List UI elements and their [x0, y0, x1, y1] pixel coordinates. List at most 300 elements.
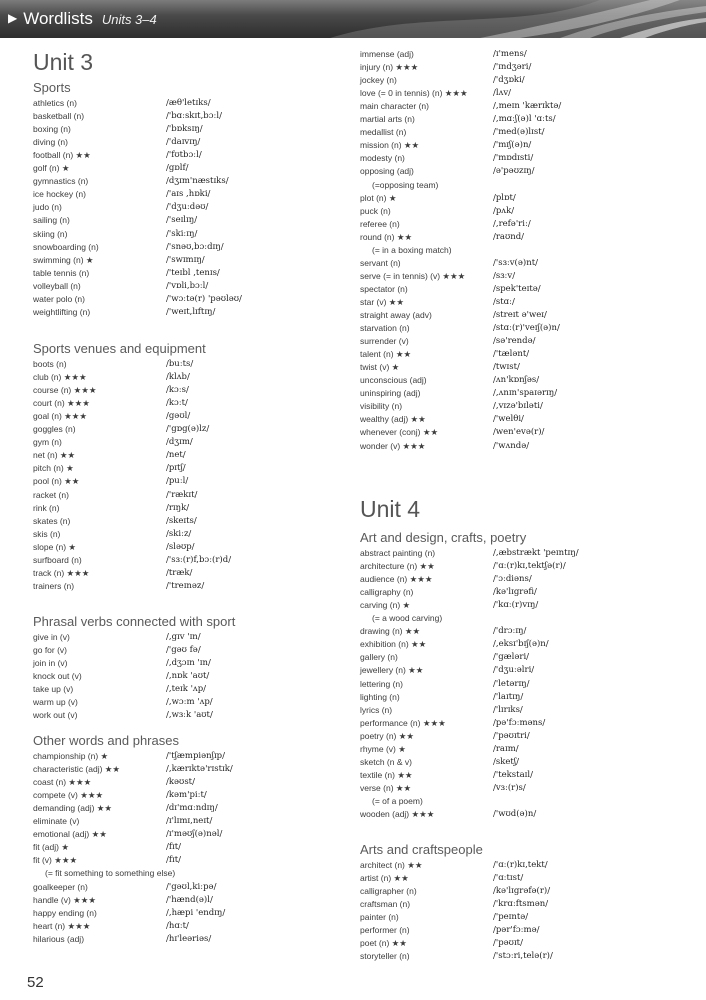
wordlist-entry	[360, 61, 690, 74]
entry-word: coast (n) ★★★	[33, 777, 92, 788]
entry-pronunciation: /fɪt/	[166, 855, 182, 866]
entry-word: work out (v)	[33, 710, 78, 721]
wordlist-entry	[33, 214, 363, 227]
entry-word: starvation (n)	[360, 323, 410, 334]
wordlist-entry	[33, 162, 363, 175]
entry-pronunciation: /'bɑːskɪt,bɔːl/	[166, 111, 222, 122]
entry-pronunciation: /puːl/	[166, 476, 189, 487]
entry-word: happy ending (n)	[33, 907, 97, 918]
entry-pronunciation: /sɜːv/	[493, 270, 516, 281]
wordlist-entry	[360, 309, 690, 322]
wordlist-entry	[33, 110, 363, 123]
wordlist-entry	[360, 808, 690, 821]
wordlist-entry	[33, 580, 363, 593]
entry-pronunciation: /stɑː(r)'veɪʃ(ə)n/	[493, 323, 560, 334]
wordlist-entry	[360, 296, 690, 309]
wordlist-entry	[33, 136, 363, 149]
section-title: Phrasal verbs connected with sport	[33, 614, 236, 629]
wordlist-entry	[360, 937, 690, 950]
entry-pronunciation: /'med(ə)lɪst/	[493, 127, 545, 138]
entry-pronunciation: /gəʊl/	[166, 411, 191, 422]
entry-word: architect (n) ★★	[360, 860, 423, 870]
wordlist-note	[360, 244, 690, 257]
entry-word: serve (= in tennis) (v) ★★★	[360, 270, 466, 281]
entry-word: love (= 0 in tennis) (n) ★★★	[360, 88, 468, 99]
entry-pronunciation: /,refə'riː/	[493, 218, 531, 229]
entry-pronunciation: /net/	[166, 450, 186, 461]
wordlist-entry	[33, 228, 363, 241]
wordlist-entry	[33, 894, 363, 907]
entry-word: jewellery (n) ★★	[360, 665, 424, 676]
entry-word: straight away (adv)	[360, 310, 432, 320]
entry-word: sketch (n & v)	[360, 756, 412, 767]
wordlist-entry	[360, 769, 690, 782]
entry-word: drawing (n) ★★	[360, 626, 421, 637]
entry-pronunciation: /ə'pəʊzɪŋ/	[493, 166, 535, 177]
entry-word: table tennis (n)	[33, 267, 90, 278]
entry-pronunciation: /'rækɪt/	[166, 489, 198, 500]
entry-word: puck (n)	[360, 205, 391, 216]
entry-word: calligraphy (n)	[360, 587, 414, 598]
unit-3-title: Unit 3	[33, 49, 94, 75]
entry-word: trainers (n)	[33, 580, 75, 591]
entry-pronunciation: /,dʒɔɪn 'ɪn/	[166, 658, 211, 669]
entry-word: swimming (n) ★	[33, 254, 94, 265]
entry-word: poetry (n) ★★	[360, 730, 414, 741]
entry-pronunciation: /,wɜːk 'aʊt/	[166, 710, 213, 721]
wordlist-entry	[33, 97, 363, 110]
entry-word: snowboarding (n)	[33, 241, 99, 252]
wordlist-entry	[33, 920, 363, 933]
entry-pronunciation: /streɪt ə'weɪ/	[493, 310, 547, 320]
entry-pronunciation: /'wʊd(ə)n/	[493, 809, 537, 819]
entry-word: gym (n)	[33, 437, 62, 448]
entry-word: talent (n) ★★	[360, 349, 412, 360]
wordlist-entry	[360, 678, 690, 691]
wordlist-entry	[360, 413, 690, 426]
entry-word: audience (n) ★★★	[360, 574, 433, 585]
wordlist-entry	[360, 756, 690, 769]
entry-word: eliminate (v)	[33, 816, 80, 827]
entry-pronunciation: /pʌk/	[493, 205, 515, 216]
wordlist-entry	[33, 776, 363, 789]
section-title: Sports venues and equipment	[33, 341, 206, 356]
wordlist-entry	[360, 599, 690, 612]
entry-word: emotional (adj) ★★	[33, 829, 107, 840]
wordlist-entry	[360, 218, 690, 231]
wordlist-entry	[33, 802, 363, 815]
wordlist-entry	[33, 631, 363, 644]
entry-pronunciation: /ɪ'lɪmɪ,neɪt/	[166, 816, 213, 827]
wordlist-entry	[33, 462, 363, 475]
entry-pronunciation: /'welθi/	[493, 414, 524, 425]
entry-word: (=opposing team)	[372, 179, 439, 190]
entry-word: compete (v) ★★★	[33, 790, 104, 801]
entry-word: (= fit something to something else)	[45, 868, 176, 879]
entry-pronunciation: /fɪt/	[166, 842, 182, 853]
banner-title-group	[8, 9, 157, 29]
entry-word: twist (v) ★	[360, 362, 400, 373]
wordlist-entry	[360, 257, 690, 270]
entry-word: fit (adj) ★	[33, 842, 69, 853]
entry-word: whenever (conj) ★★	[360, 427, 439, 438]
entry-pronunciation: /hɑːt/	[166, 920, 189, 931]
entry-pronunciation: /kəʊst/	[166, 777, 195, 788]
entry-pronunciation: /'mɒdɪsti/	[493, 153, 534, 164]
entry-pronunciation: /rɪŋk/	[166, 502, 190, 513]
page-banner	[0, 0, 706, 38]
entry-word: sailing (n)	[33, 215, 70, 226]
wordlist-entry	[33, 789, 363, 802]
entry-pronunciation: /træk/	[166, 567, 193, 578]
wordlist-entry	[33, 750, 363, 763]
entry-pronunciation: /'tʃæmpiənʃɪp/	[166, 751, 225, 761]
entry-word: round (n) ★★	[360, 231, 413, 242]
wordlist-entry	[33, 815, 363, 828]
unit-4-title: Unit 4	[360, 496, 421, 522]
entry-pronunciation: /'stɔːri,telə(r)/	[493, 951, 553, 962]
wordlist-entry	[33, 907, 363, 920]
banner-subtitle: Units 3–4	[101, 12, 157, 27]
entry-pronunciation: /gɒlf/	[166, 163, 189, 174]
entry-word: wooden (adj) ★★★	[360, 809, 435, 819]
wordlist-entry	[33, 933, 363, 946]
entry-word: jockey (n)	[360, 75, 397, 86]
entry-word: football (n) ★★	[33, 150, 91, 161]
entry-pronunciation: /'ɑː(r)kɪ,tektʃə(r)/	[493, 561, 566, 572]
entry-word: weightlifting (n)	[33, 306, 91, 317]
entry-word: plot (n) ★	[360, 192, 397, 203]
entry-word: wonder (v) ★★★	[360, 440, 426, 451]
entry-word: rhyme (v) ★	[360, 743, 406, 754]
entry-pronunciation: /'drɔːɪŋ/	[493, 626, 527, 637]
entry-word: performance (n) ★★★	[360, 717, 446, 728]
wordlist-entry	[360, 165, 690, 178]
entry-word: gallery (n)	[360, 652, 398, 663]
section-title: Sports	[33, 80, 71, 95]
entry-pronunciation: /twɪst/	[493, 362, 520, 373]
wordlist-entry	[33, 881, 363, 894]
entry-word: opposing (adj)	[360, 166, 414, 177]
entry-pronunciation: /ɪ'məʊʃ(ə)nəl/	[166, 829, 223, 840]
entry-pronunciation: /'gɒg(ə)lz/	[166, 424, 210, 435]
wordlist-entry	[360, 782, 690, 795]
entry-word: (= of a poem)	[372, 795, 423, 806]
wordlist-entry	[360, 87, 690, 100]
entry-word: warm up (v)	[33, 697, 78, 708]
entry-pronunciation: /'sɜː(r)f,bɔː(r)d/	[166, 554, 232, 565]
entry-word: pool (n) ★★	[33, 476, 80, 487]
page-number: 52	[27, 974, 44, 991]
entry-pronunciation: /kɔːt/	[166, 398, 188, 409]
wordlist-entry	[360, 361, 690, 374]
entry-pronunciation: /,æbstrækt 'peɪntɪŋ/	[493, 548, 579, 558]
entry-word: servant (n)	[360, 257, 401, 268]
wordlist-entry	[33, 763, 363, 776]
wordlist-entry	[360, 348, 690, 361]
entry-word: martial arts (n)	[360, 114, 415, 125]
wordlist-entry	[360, 426, 690, 439]
entry-pronunciation: /'vɒli,bɔːl/	[166, 280, 209, 291]
entry-pronunciation: /'weɪt,lɪftɪŋ/	[166, 306, 216, 317]
entry-pronunciation: /'ɔːdiəns/	[493, 574, 532, 585]
entry-word: star (v) ★★	[360, 296, 405, 307]
entry-pronunciation: /stɑː/	[493, 296, 515, 307]
entry-pronunciation: /lʌv/	[493, 88, 512, 99]
entry-word: referee (n)	[360, 218, 400, 229]
wordlist-note	[360, 179, 690, 192]
entry-pronunciation: /dɪ'mɑːndɪŋ/	[166, 803, 218, 814]
entry-word: storyteller (n)	[360, 951, 410, 962]
wordlist-entry	[360, 704, 690, 717]
entry-pronunciation: /'ɪndʒəri/	[493, 62, 532, 73]
entry-word: artist (n) ★★	[360, 873, 409, 884]
wordlist-entry	[33, 502, 363, 515]
entry-word: rink (n)	[33, 502, 60, 513]
entry-pronunciation: /,kærɪktə'rɪstɪk/	[166, 764, 233, 775]
entry-pronunciation: /,mɑːʃ(ə)l 'ɑːts/	[493, 114, 556, 125]
entry-pronunciation: /hɪ'leəriəs/	[166, 933, 212, 944]
entry-word: knock out (v)	[33, 671, 82, 682]
entry-word: lyrics (n)	[360, 704, 393, 715]
section-title: Art and design, crafts, poetry	[360, 530, 527, 545]
section-title: Other words and phrases	[33, 733, 179, 748]
entry-word: skiing (n)	[33, 228, 68, 239]
entry-word: goal (n) ★★★	[33, 411, 88, 422]
entry-word: (= in a boxing match)	[372, 244, 452, 255]
entry-word: track (n) ★★★	[33, 567, 90, 578]
entry-word: give in (v)	[33, 632, 70, 642]
entry-word: championship (n) ★	[33, 751, 109, 761]
entry-pronunciation: /'bɒksɪŋ/	[166, 124, 203, 135]
entry-pronunciation: /raʊnd/	[493, 231, 525, 242]
entry-pronunciation: /,teɪk 'ʌp/	[166, 684, 207, 695]
entry-pronunciation: /'sɜːv(ə)nt/	[493, 257, 538, 268]
entry-pronunciation: /'krɑːftsmən/	[493, 899, 549, 910]
wordlist-entry	[360, 400, 690, 413]
wordlist-entry	[360, 573, 690, 586]
wordlist-entry	[33, 644, 363, 657]
entry-pronunciation: /sləʊp/	[166, 541, 195, 552]
entry-word: golf (n) ★	[33, 163, 70, 174]
wordlist-entry	[360, 205, 690, 218]
entry-pronunciation: /'kɑː(r)vɪŋ/	[493, 600, 539, 611]
entry-word: water polo (n)	[33, 293, 85, 304]
wordlist-entry	[360, 387, 690, 400]
wordlist-entry	[360, 743, 690, 756]
wordlist-entry	[360, 859, 690, 872]
wordlist-entry	[33, 709, 363, 722]
entry-word: (= a wood carving)	[372, 613, 443, 624]
wordlist-entry	[360, 231, 690, 244]
wordlist-entry	[33, 449, 363, 462]
entry-word: lettering (n)	[360, 678, 403, 689]
wordlist-entry	[360, 547, 690, 560]
entry-pronunciation: /'aɪs ,hɒki/	[166, 189, 211, 200]
wordlist-entry	[360, 691, 690, 704]
wordlist-entry	[33, 515, 363, 528]
entry-pronunciation: /'dʒɒki/	[493, 75, 525, 86]
entry-pronunciation: /,gɪv 'ɪn/	[166, 632, 201, 642]
entry-pronunciation: /dʒɪm/	[166, 437, 193, 448]
wordlist-note	[33, 867, 363, 880]
entry-word: skates (n)	[33, 515, 71, 526]
entry-pronunciation: /'letərɪŋ/	[493, 678, 530, 689]
entry-pronunciation: /kə'lɪgrəfi/	[493, 587, 537, 598]
wordlist-entry	[33, 293, 363, 306]
wordlist-entry	[33, 306, 363, 319]
entry-pronunciation: /'gæləri/	[493, 652, 530, 663]
entry-pronunciation: /sə'rendə/	[493, 336, 536, 347]
entry-pronunciation: /'daɪvɪŋ/	[166, 137, 201, 148]
entry-word: verse (n) ★★	[360, 782, 412, 793]
wordlist-entry	[33, 696, 363, 709]
entry-word: exhibition (n) ★★	[360, 639, 427, 650]
entry-pronunciation: /'wɔːtə(r) 'pəʊləʊ/	[166, 293, 242, 304]
entry-word: hilarious (adj)	[33, 933, 85, 944]
entry-pronunciation: /kɔːs/	[166, 385, 189, 396]
wordlist-entry	[360, 638, 690, 651]
entry-pronunciation: /'teɪbl ,tenɪs/	[166, 267, 220, 278]
entry-pronunciation: /pər'fɔːmə/	[493, 925, 540, 936]
wordlist-entry	[33, 554, 363, 567]
entry-word: uninspiring (adj)	[360, 388, 421, 399]
entry-word: characteristic (adj) ★★	[33, 764, 121, 775]
entry-pronunciation: /'pəʊɪtri/	[493, 730, 530, 741]
wordlist-entry	[33, 371, 363, 384]
entry-word: injury (n) ★★★	[360, 62, 419, 73]
wordlist-entry	[33, 188, 363, 201]
wordlist-entry	[360, 270, 690, 283]
entry-word: carving (n) ★	[360, 600, 411, 611]
entry-pronunciation: /'fʊtbɔːl/	[166, 150, 202, 161]
entry-pronunciation: /plɒt/	[493, 192, 516, 203]
entry-word: painter (n)	[360, 912, 399, 923]
entry-pronunciation: /raɪm/	[493, 743, 519, 754]
wordlist-entry	[360, 924, 690, 937]
entry-pronunciation: /'dʒuːəlri/	[493, 665, 535, 676]
entry-word: modesty (n)	[360, 153, 405, 164]
entry-word: join in (v)	[33, 658, 68, 669]
entry-word: boxing (n)	[33, 124, 71, 135]
entry-word: ice hockey (n)	[33, 189, 86, 200]
entry-pronunciation: /kə'lɪgrəfə(r)/	[493, 886, 551, 897]
entry-pronunciation: /ɪ'mens/	[493, 49, 527, 59]
entry-word: demanding (adj) ★★	[33, 803, 113, 814]
entry-word: net (n) ★★	[33, 450, 76, 461]
wordlist-entry	[360, 885, 690, 898]
wordlist-entry	[33, 384, 363, 397]
entry-pronunciation: /'skiːɪŋ/	[166, 228, 198, 239]
entry-pronunciation: /'snəʊ,bɔːdɪŋ/	[166, 241, 224, 252]
wordlist-entry	[360, 560, 690, 573]
entry-word: calligrapher (n)	[360, 886, 417, 897]
entry-word: lighting (n)	[360, 691, 400, 702]
wordlist-entry	[33, 410, 363, 423]
section-title: Arts and craftspeople	[360, 842, 483, 857]
wordlist-entry	[33, 254, 363, 267]
entry-pronunciation: /,ʌnɪn'spaɪərɪŋ/	[493, 388, 558, 399]
wordlist-entry	[33, 854, 363, 867]
entry-pronunciation: /æθ'letɪks/	[166, 98, 211, 108]
wordlist-entry	[360, 322, 690, 335]
entry-word: poet (n) ★★	[360, 938, 407, 949]
wordlist-entry	[360, 113, 690, 126]
entry-word: course (n) ★★★	[33, 385, 97, 396]
wordlist-entry	[360, 374, 690, 387]
entry-word: surfboard (n)	[33, 554, 82, 565]
entry-word: unconscious (adj)	[360, 375, 427, 386]
entry-word: goggles (n)	[33, 424, 76, 435]
entry-word: goalkeeper (n)	[33, 881, 88, 892]
wordlist-entry	[360, 440, 690, 453]
wordlist-entry	[360, 911, 690, 924]
entry-pronunciation: /'swɪmɪŋ/	[166, 254, 205, 265]
wordlist-entry	[360, 950, 690, 963]
entry-pronunciation: /skiːz/	[166, 528, 192, 539]
wordlist-entry	[360, 126, 690, 139]
entry-word: medallist (n)	[360, 127, 407, 138]
banner-title: Wordlists	[23, 9, 93, 28]
entry-word: abstract painting (n)	[360, 548, 436, 558]
wordlist-entry	[360, 730, 690, 743]
entry-word: surrender (v)	[360, 336, 409, 347]
entry-pronunciation: /'peɪntə/	[493, 912, 529, 923]
wordlist-entry	[360, 48, 690, 61]
wordlist-entry	[360, 872, 690, 885]
entry-word: racket (n)	[33, 489, 69, 500]
entry-pronunciation: /'lɪrɪks/	[493, 704, 523, 715]
wordlist-entry	[360, 74, 690, 87]
entry-word: handle (v) ★★★	[33, 894, 97, 905]
entry-pronunciation: /'hænd(ə)l/	[166, 894, 213, 905]
entry-word: fit (v) ★★★	[33, 855, 78, 866]
wordlist-entry	[33, 280, 363, 293]
entry-word: diving (n)	[33, 137, 68, 148]
entry-pronunciation: /'pəʊɪt/	[493, 938, 523, 949]
wordlist-entry	[33, 567, 363, 580]
entry-word: wealthy (adj) ★★	[360, 414, 426, 425]
entry-word: main character (n)	[360, 101, 429, 112]
wordlist-entry	[360, 586, 690, 599]
wordlist-entry	[33, 175, 363, 188]
entry-word: skis (n)	[33, 528, 61, 539]
play-arrow-icon: ▶	[8, 11, 18, 25]
wordlist-entry	[33, 528, 363, 541]
entry-pronunciation: /pɪtʃ/	[166, 463, 186, 474]
wordlist-entry	[33, 423, 363, 436]
wordlist-entry	[33, 670, 363, 683]
wordlist-entry	[33, 397, 363, 410]
entry-word: immense (adj)	[360, 49, 414, 59]
wordlist-entry	[33, 149, 363, 162]
wordlist-note	[360, 612, 690, 625]
wordlist-entry	[33, 358, 363, 371]
entry-pronunciation: /spek'teɪtə/	[493, 283, 541, 294]
entry-word: craftsman (n)	[360, 899, 411, 910]
wordlist-entry	[33, 475, 363, 488]
entry-pronunciation: /'dʒuːdəʊ/	[166, 202, 209, 213]
entry-word: go for (v)	[33, 645, 68, 656]
wordlist-entry	[33, 489, 363, 502]
entry-pronunciation: /'wʌndə/	[493, 440, 530, 451]
entry-word: pitch (n) ★	[33, 463, 74, 474]
entry-pronunciation: /vɜː(r)s/	[493, 782, 526, 793]
entry-pronunciation: /dʒɪm'næstɪks/	[166, 176, 229, 187]
wordlist-entry	[360, 898, 690, 911]
entry-pronunciation: /,hæpi 'endɪŋ/	[166, 907, 226, 918]
wordlist-entry	[33, 683, 363, 696]
